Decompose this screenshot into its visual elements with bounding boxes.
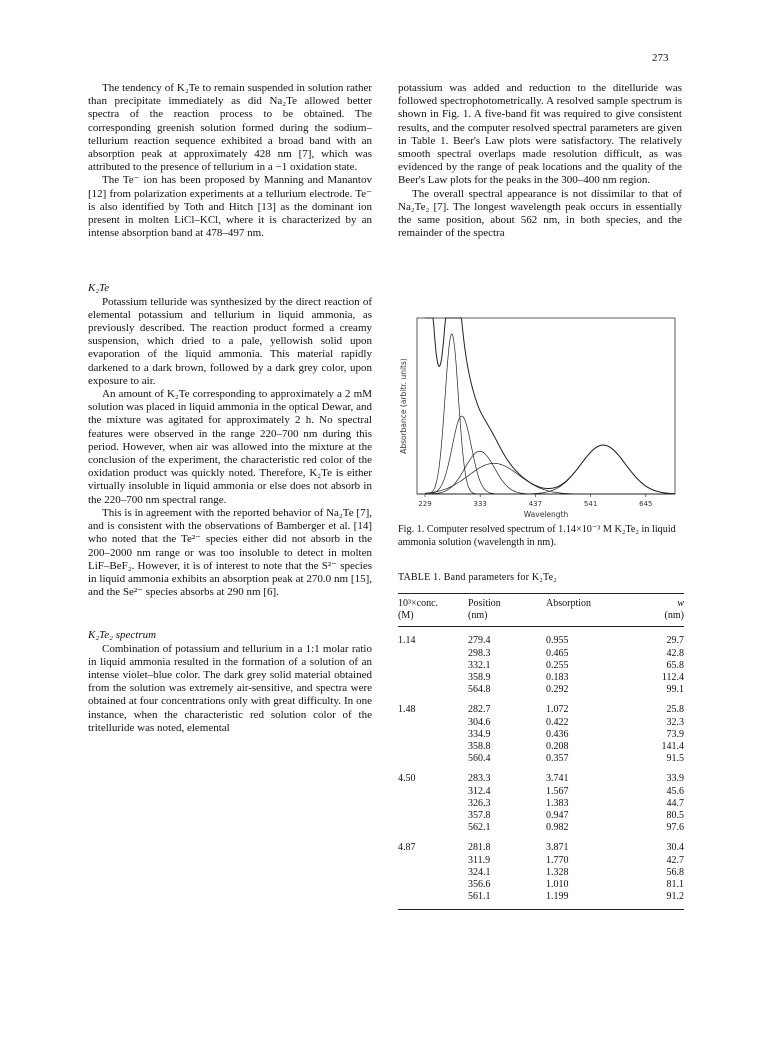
header-absorption: Absorption [546, 598, 591, 609]
figure-caption: Fig. 1. Computer resolved spectrum of 1.14×10⁻³ M K₂Te₂ in liquid ammonia solution (wavelength in nm). [398, 524, 676, 548]
section-heading: K₂Te₂ spectrum [88, 629, 157, 642]
band-3-curve [425, 451, 675, 494]
cell-conc [398, 684, 468, 696]
table-header [398, 594, 684, 627]
cell-w: 91.2 [666, 891, 684, 903]
band-2-curve [425, 416, 675, 494]
cell-absorption: 0.982 [546, 822, 569, 834]
header-w: w (nm) [664, 598, 684, 622]
x-tick-label: 645 [639, 500, 653, 508]
x-tick-label: 229 [418, 500, 432, 508]
cell-absorption: 1.199 [546, 891, 569, 903]
cell-conc [398, 717, 468, 729]
cell-w: 99.1 [666, 684, 684, 696]
cell-absorption: 3.871 [546, 842, 569, 854]
cell-w: 112.4 [661, 672, 684, 684]
cell-w: 32.3 [666, 716, 684, 728]
cell-conc [398, 660, 468, 672]
cell-absorption: 1.010 [546, 879, 569, 891]
cell-position: 356.6 [468, 879, 491, 891]
table-row [398, 648, 684, 660]
cell-position: 326.3 [468, 797, 491, 809]
cell-absorption: 0.183 [546, 672, 569, 684]
y-axis-label: Absorbance (arbitr. units) [399, 358, 408, 454]
table-row [398, 879, 684, 891]
cell-absorption: 0.208 [546, 741, 569, 753]
cell-position: 283.3 [468, 773, 491, 785]
cell-absorption: 1.072 [546, 704, 569, 716]
cell-position: 279.4 [468, 635, 491, 647]
section-heading: K₂Te [88, 282, 110, 295]
cell-position: 357.8 [468, 810, 491, 822]
cell-position: 562.1 [468, 822, 491, 834]
table-row [398, 786, 684, 798]
table-row [398, 741, 684, 753]
table-body [398, 627, 684, 903]
cell-w: 73.9 [666, 728, 684, 740]
cell-conc: 4.87 [398, 842, 416, 854]
cell-conc [398, 867, 468, 879]
cell-absorption: 0.357 [546, 753, 569, 765]
table-group [398, 834, 684, 903]
x-tick-label: 333 [473, 500, 487, 508]
cell-position: 281.8 [468, 842, 491, 854]
cell-absorption: 0.292 [546, 684, 569, 696]
cell-absorption: 0.465 [546, 647, 569, 659]
table-row [398, 773, 684, 785]
cell-position: 282.7 [468, 704, 491, 716]
cell-w: 33.9 [666, 773, 684, 785]
right-column [398, 82, 682, 240]
cell-w: 44.7 [666, 797, 684, 809]
cell-w: 42.7 [666, 854, 684, 866]
x-tick-label: 541 [583, 500, 598, 508]
table-row [398, 822, 684, 834]
table-row [398, 635, 684, 647]
cell-w: 65.8 [666, 659, 684, 671]
cell-position: 358.9 [468, 672, 491, 684]
cell-position: 298.3 [468, 647, 491, 659]
cell-w: 80.5 [666, 810, 684, 822]
cell-position: 564.8 [468, 684, 491, 696]
cell-conc [398, 741, 468, 753]
x-axis-label: Wavelength [523, 510, 569, 519]
cell-position: 560.4 [468, 753, 491, 765]
cell-absorption: 0.436 [546, 728, 569, 740]
cell-position: 312.4 [468, 785, 491, 797]
table-row [398, 855, 684, 867]
cell-w: 30.4 [666, 842, 684, 854]
cell-absorption: 0.947 [546, 810, 569, 822]
cell-conc: 1.48 [398, 704, 416, 716]
total-spectrum-line [425, 318, 675, 494]
cell-absorption: 1.770 [546, 854, 569, 866]
paragraph: The Te⁻ ion has been proposed by Manning and Manantov [12] from polarization experiments at a tellurium electrode. Te⁻ is also identified by Toth and Hitch [13] as the dominant ion present in molten LiCl–KCl, where it is characterized by an intense absorption band at 478–497 nm. [88, 174, 372, 240]
table-row [398, 717, 684, 729]
table-row [398, 842, 684, 854]
cell-position: 334.9 [468, 728, 491, 740]
header-conc: 10³×conc. (M) [398, 598, 439, 622]
cell-w: 141.4 [661, 741, 684, 753]
left-column [88, 82, 372, 735]
table-row [398, 684, 684, 696]
table-title: TABLE 1. Band parameters for K₂Te₂ [398, 572, 557, 583]
table-group [398, 627, 684, 696]
cell-position: 324.1 [468, 866, 491, 878]
cell-conc [398, 798, 468, 810]
cell-conc [398, 822, 468, 834]
table-row [398, 660, 684, 672]
table-row [398, 810, 684, 822]
cell-absorption: 1.567 [546, 785, 569, 797]
band-table [398, 593, 684, 910]
header-position: Position (nm) [468, 598, 501, 622]
cell-w: 25.8 [666, 704, 684, 716]
table-row [398, 867, 684, 879]
cell-absorption: 0.955 [546, 635, 569, 647]
cell-conc [398, 879, 468, 891]
x-tick-label: 437 [528, 500, 543, 508]
cell-conc: 1.14 [398, 635, 416, 647]
paragraph: Combination of potassium and tellurium in a 1:1 molar ratio in liquid ammonia resulted in the formation of a solution of an intense violet–blue color. The dark grey solid material obtained from the solution was extremely air-sensitive, and spectra were obtained at four concentrations only with great difficulty. In one instance, when the characteristic red solution color of the tritelluride was noted, elemental [88, 642, 372, 734]
band-1-curve [425, 334, 675, 494]
paragraph: The overall spectral appearance is not dissimilar to that of Na₂Te₂ [7]. The longest wavelength peak occurs in essentially the same position, about 562 nm, in both species, and the remainder of the spectra [398, 187, 682, 240]
figure-1 [395, 310, 685, 520]
cell-position: 358.8 [468, 741, 491, 753]
cell-conc: 4.50 [398, 773, 416, 785]
cell-conc [398, 729, 468, 741]
cell-w: 56.8 [666, 866, 684, 878]
cell-position: 304.6 [468, 716, 491, 728]
cell-w: 45.6 [666, 785, 684, 797]
cell-absorption: 1.383 [546, 797, 569, 809]
paragraph: This is in agreement with the reported behavior of Na₂Te [7], and is consistent with the observations of Bamberger et al. [14] who noted that the Te²⁻ species either did not absorb in the 200–2000 nm range or was too insoluble to detect in molten LiF–BeF₂. However, it is of interest to note that the S²⁻ species in liquid ammonia exhibits an absorption peak at 270.0 nm [15], and the Se²⁻ species absorbs at 290 nm [6]. [88, 506, 372, 599]
cell-conc [398, 810, 468, 822]
cell-w: 29.7 [666, 635, 684, 647]
table-row [398, 891, 684, 903]
cell-position: 561.1 [468, 891, 491, 903]
table-group [398, 765, 684, 834]
cell-conc [398, 855, 468, 867]
table-group [398, 696, 684, 765]
spectrum-chart [395, 310, 685, 520]
cell-position: 332.1 [468, 659, 491, 671]
cell-absorption: 0.255 [546, 659, 569, 671]
cell-w: 42.8 [666, 647, 684, 659]
table-row [398, 753, 684, 765]
cell-conc [398, 672, 468, 684]
cell-position: 311.9 [468, 854, 491, 866]
table-row [398, 729, 684, 741]
table-row [398, 704, 684, 716]
paragraph: An amount of K₂Te corresponding to approximately a 2 mM solution was placed in liquid ammonia in the optical Dewar, and the mixture was agitated for approximately 2 h. No spectral features were observed in the range 220–700 nm during this period. However, when air was allowed into the mixture at the conclusion of the experiment, the characteristic red color of the oxidation product was quickly noted. Therefore, K₂Te is either virtually insoluble in liquid ammonia or else does not absorb in the 220–700 nm spectral range. [88, 388, 372, 506]
cell-absorption: 0.422 [546, 716, 569, 728]
cell-absorption: 1.328 [546, 866, 569, 878]
paragraph: The tendency of K₂Te to remain suspended in solution rather than precipitate immediately as did Na₂Te allowed better spectra of the reaction process to be obtained. The corresponding greenish solution formed during the sodium–tellurium reaction sequence exhibited a broad band with an absorption peak at approximately 428 nm [7], which was attributed to the presence of tellurium in a −1 oxidation state. [88, 82, 372, 174]
cell-w: 97.6 [666, 822, 684, 834]
page-number: 273 [652, 52, 669, 64]
table-row [398, 798, 684, 810]
plot-frame [417, 318, 675, 494]
cell-w: 91.5 [666, 753, 684, 765]
cell-conc [398, 891, 468, 903]
paragraph: potassium was added and reduction to the ditelluride was followed spectrophotometrically. A resolved sample spectrum is shown in Fig. 1. A five-band fit was required to give consistent results, and the computer resolved spectral parameters are given in Table 1. Beer's Law plots were satisfactory. The relatively smooth spectral overlaps made resolution difficult, as was evidenced by the range of peak locations and the quality of the Beer's Law plots for the peaks in the 300–400 nm region. [398, 82, 682, 187]
cell-conc [398, 648, 468, 660]
cell-conc [398, 786, 468, 798]
table-row [398, 672, 684, 684]
cell-w: 81.1 [666, 879, 684, 891]
paragraph: Potassium telluride was synthesized by the direct reaction of elemental potassium and tellurium in liquid ammonia, as previously described. The reaction product formed a creamy suspension, which dried to a pale, yellowish solid upon evaporation of the liquid ammonia. This material rapidly darkened to a dark brown, followed by a dark grey color, upon exposure to air. [88, 295, 372, 387]
cell-absorption: 3.741 [546, 773, 569, 785]
cell-conc [398, 753, 468, 765]
